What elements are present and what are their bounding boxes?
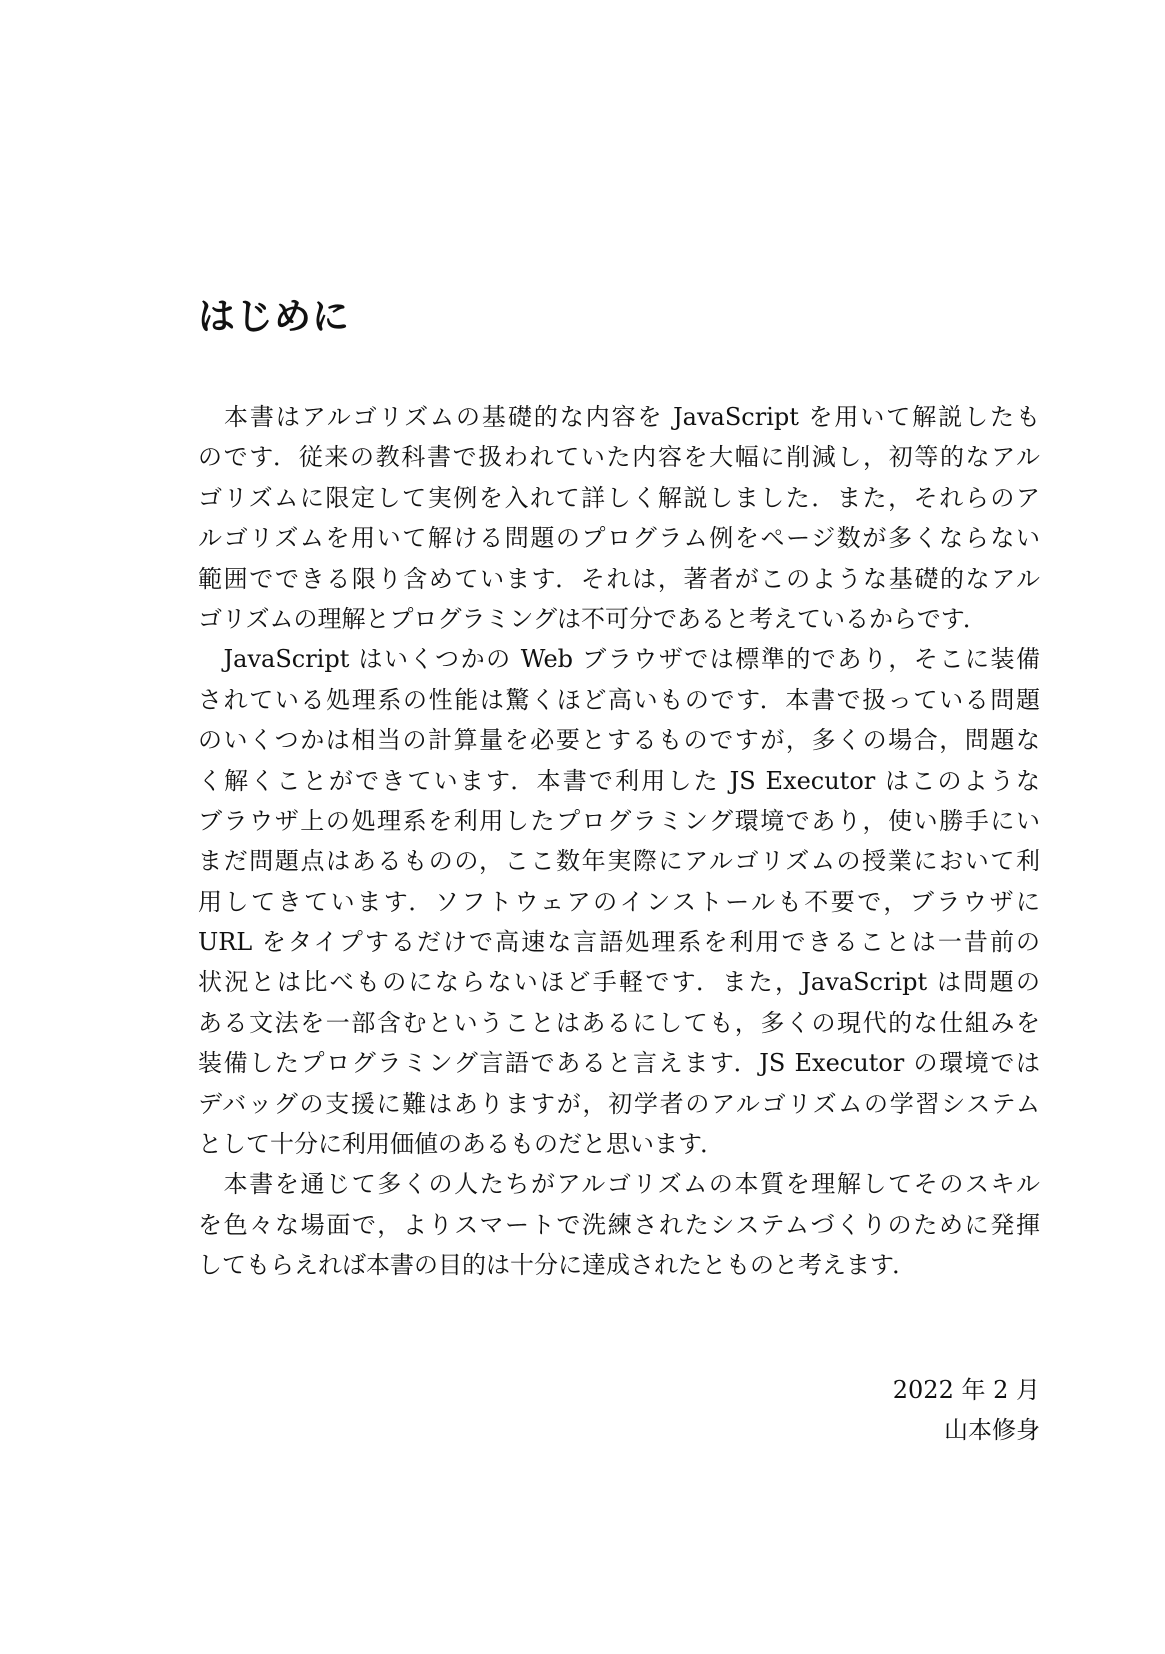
date: 2022 年 2 月 bbox=[892, 1376, 1040, 1404]
text-line: 本書を通じて多くの人たちがアルゴリズムの本質を理解してそのスキル bbox=[198, 1170, 1040, 1199]
text-line: 装備したプログラミング言語であると言えます．JS Executor の環境では bbox=[198, 1049, 1040, 1078]
text-line: として十分に利用価値のあるものだと思います． bbox=[198, 1130, 725, 1159]
text-line: されている処理系の性能は驚くほど高いものです．本書で扱っている問題 bbox=[198, 685, 1040, 714]
text-line: のいくつかは相当の計算量を必要とするものですが，多くの場合，問題な bbox=[198, 726, 1040, 755]
text-line: を色々な場面で，よりスマートで洗練されたシステムづくりのために発揮 bbox=[198, 1210, 1040, 1239]
text-line: のです．従来の教科書で扱われていた内容を大幅に削減し，初等的なアル bbox=[198, 443, 1040, 472]
text-line: 範囲でできる限り含めています．それは，著者がこのような基礎的なアル bbox=[198, 564, 1040, 593]
text-line: URL をタイプするだけで高速な言語処理系を利用できることは一昔前の bbox=[198, 928, 1040, 957]
text-line: ゴリズムに限定して実例を入れて詳しく解説しました．また，それらのア bbox=[198, 483, 1040, 512]
text-line: ゴリズムの理解とプログラミングは不可分であると考えているからです． bbox=[198, 604, 987, 633]
text-line: ある文法を一部含むということはあるにしても，多くの現代的な仕組みを bbox=[198, 1008, 1040, 1037]
author-name: 山本修身 bbox=[944, 1416, 1040, 1444]
text-line: 用してきています．ソフトウェアのインストールも不要で，ブラウザに bbox=[198, 887, 1040, 916]
preface-body bbox=[198, 397, 1040, 1286]
page-title: はじめに bbox=[198, 295, 350, 338]
text-line: ブラウザ上の処理系を利用したプログラミング環境であり，使い勝手にい bbox=[198, 806, 1040, 835]
text-line: まだ問題点はあるものの，ここ数年実際にアルゴリズムの授業において利 bbox=[198, 847, 1040, 876]
text-line: してもらえれば本書の目的は十分に達成されたとものと考えます． bbox=[198, 1251, 917, 1280]
text-line: ルゴリズムを用いて解ける問題のプログラム例をページ数が多くならない bbox=[198, 524, 1040, 553]
text-line: く解くことができています．本書で利用した JS Executor はこのような bbox=[198, 766, 1040, 795]
text-line: デバッグの支援に難はありますが，初学者のアルゴリズムの学習システム bbox=[198, 1089, 1040, 1118]
text-line: 状況とは比べものにならないほど手軽です．また，JavaScript は問題の bbox=[198, 968, 1040, 997]
signature-block bbox=[893, 1370, 1040, 1450]
text-line: 本書はアルゴリズムの基礎的な内容を JavaScript を用いて解説したも bbox=[198, 403, 1040, 431]
text-line: JavaScript はいくつかの Web ブラウザでは標準的であり，そこに装備 bbox=[198, 645, 1040, 674]
